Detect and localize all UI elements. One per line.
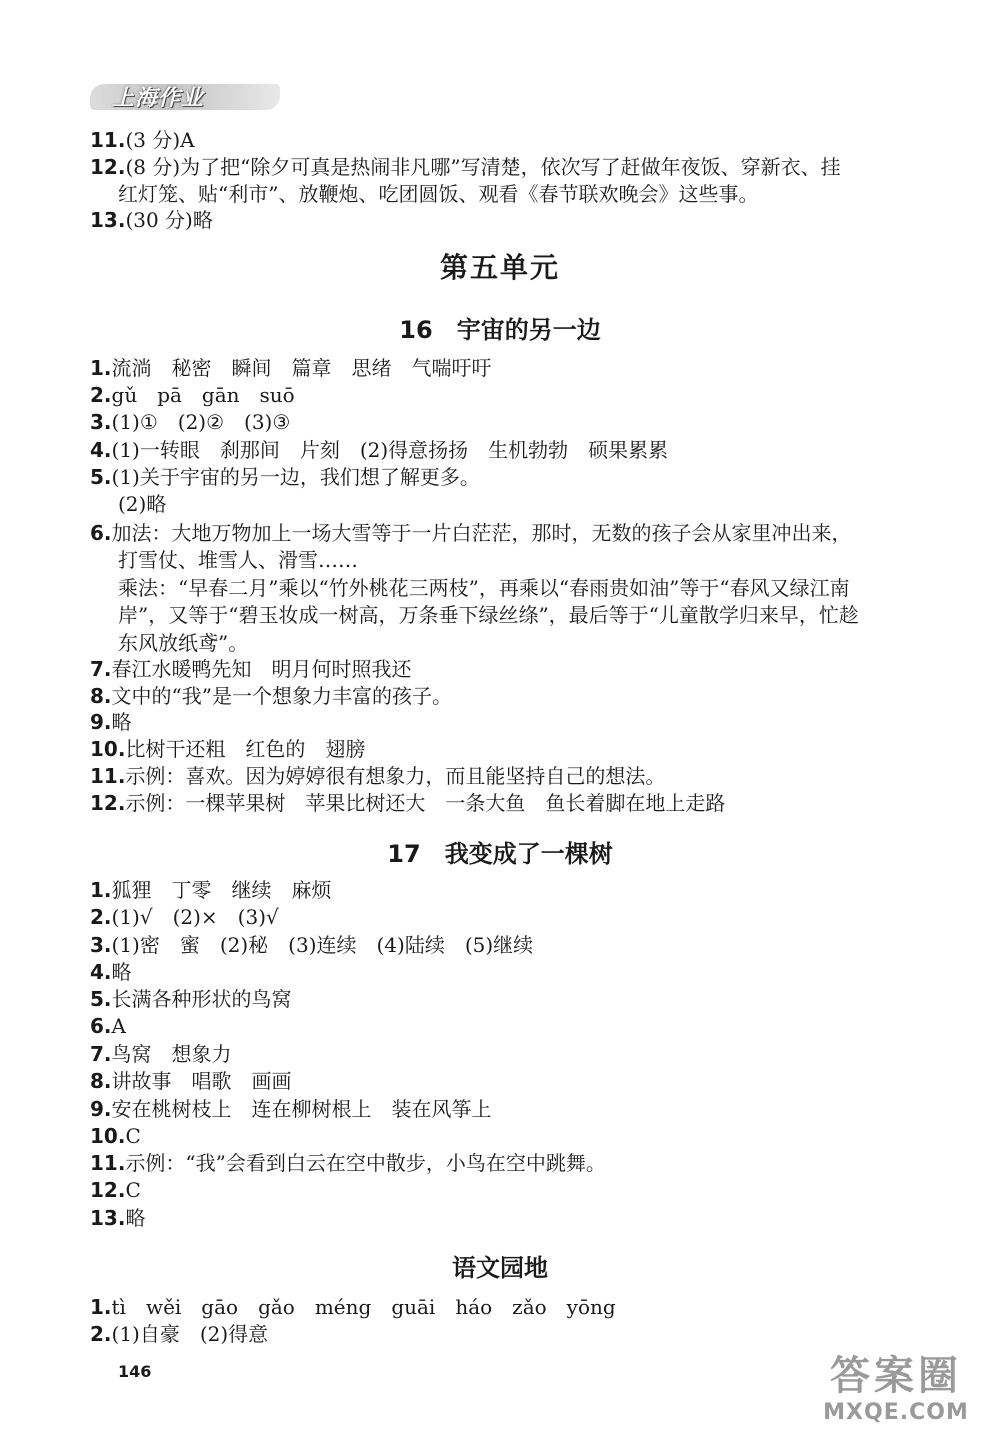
answer-line: 13.(30 分)略 (90, 208, 213, 232)
watermark-logo (806, 1352, 986, 1436)
answer-line: (2)略 (118, 492, 167, 516)
answer-line: 打雪仗、堆雪人、滑雪…… (118, 548, 358, 572)
answer-line: 11.示例：“我”会看到白云在空中散步，小鸟在空中跳舞。 (90, 1151, 606, 1175)
answer-line: 8.讲故事 唱歌 画画 (90, 1069, 292, 1093)
answer-line: 9.略 (90, 710, 132, 734)
answer-line: 岸”，又等于“碧玉妆成一树高，万条垂下绿丝绦”，最后等于“儿童散学归来早，忙趁 (118, 603, 859, 627)
answer-line: 11.示例：喜欢。因为婷婷很有想象力，而且能坚持自己的想法。 (90, 764, 666, 788)
logo-text: 上海作业 (112, 85, 205, 111)
answer-line: 6.加法：大地万物加上一场大雪等于一片白茫茫，那时，无数的孩子会从家里冲出来， (90, 521, 852, 545)
answer-line: 1.狐狸 丁零 继续 麻烦 (90, 878, 332, 902)
answer-line: 11.(3 分)A (90, 128, 195, 152)
answer-line: 12.C (90, 1178, 141, 1202)
header-logo (112, 78, 204, 114)
answer-line: 5.长满各种形状的鸟窝 (90, 987, 292, 1011)
answer-line: 12.(8 分)为了把“除夕可真是热闹非凡哪”写清楚，依次写了赶做年夜饭、穿新衣、挂 (90, 155, 841, 179)
answer-line: 4.(1)一转眼 刹那间 片刻 (2)得意扬扬 生机勃勃 硕果累累 (90, 438, 669, 462)
answer-line: 4.略 (90, 960, 132, 984)
answer-line: 10.C (90, 1124, 141, 1148)
answer-line: 2.(1)√ (2)× (3)√ (90, 905, 279, 929)
answer-line: 10.比树干还粗 红色的 翅膀 (90, 737, 366, 761)
answer-line: 红灯笼、贴“利市”、放鞭炮、吃团圆饭、观看《春节联欢晚会》这些事。 (118, 182, 759, 206)
unit-title: 第五单元 (439, 251, 560, 284)
answer-line: 12.示例：一棵苹果树 苹果比树还大 一条大鱼 鱼长着脚在地上走路 (90, 791, 726, 815)
answer-line: 3.(1)密 蜜 (2)秘 (3)连续 (4)陆续 (5)继续 (90, 933, 534, 957)
page-number: 146 (118, 1362, 152, 1381)
answer-line: 乘法：“早春二月”乘以“竹外桃花三两枝”，再乘以“春雨贵如油”等于“春风又绿江南 (118, 576, 850, 600)
answer-line: 5.(1)关于宇宙的另一边，我们想了解更多。 (90, 465, 480, 489)
answer-line: 2.gǔ pā gān suō (90, 383, 295, 407)
answer-line: 6.A (90, 1014, 126, 1038)
answer-line: 东风放纸鸢”。 (118, 631, 249, 655)
watermark-title: 答案圈 (830, 1353, 962, 1399)
watermark-url: MXQE.COM (823, 1400, 969, 1425)
answer-line: 8.文中的“我”是一个想象力丰富的孩子。 (90, 684, 452, 708)
answer-line: 1.流淌 秘密 瞬间 篇章 思绪 气喘吁吁 (90, 356, 492, 380)
answer-line: 1.tì wěi gāo gǎo méng guāi háo zǎo yōng (90, 1295, 616, 1319)
answer-line: 7.鸟窝 想象力 (90, 1042, 232, 1066)
answer-line: 3.(1)① (2)② (3)③ (90, 410, 291, 434)
lesson-title-17: 17 我变成了一棵树 (387, 840, 613, 868)
lesson-title-16: 16 宇宙的另一边 (399, 316, 601, 344)
answer-line: 9.安在桃树枝上 连在柳树根上 装在风筝上 (90, 1097, 492, 1121)
answer-line: 2.(1)自豪 (2)得意 (90, 1322, 269, 1346)
answer-line: 13.略 (90, 1206, 146, 1230)
section-title-garden: 语文园地 (452, 1254, 548, 1282)
answer-line: 7.春江水暖鸭先知 明月何时照我还 (90, 657, 412, 681)
